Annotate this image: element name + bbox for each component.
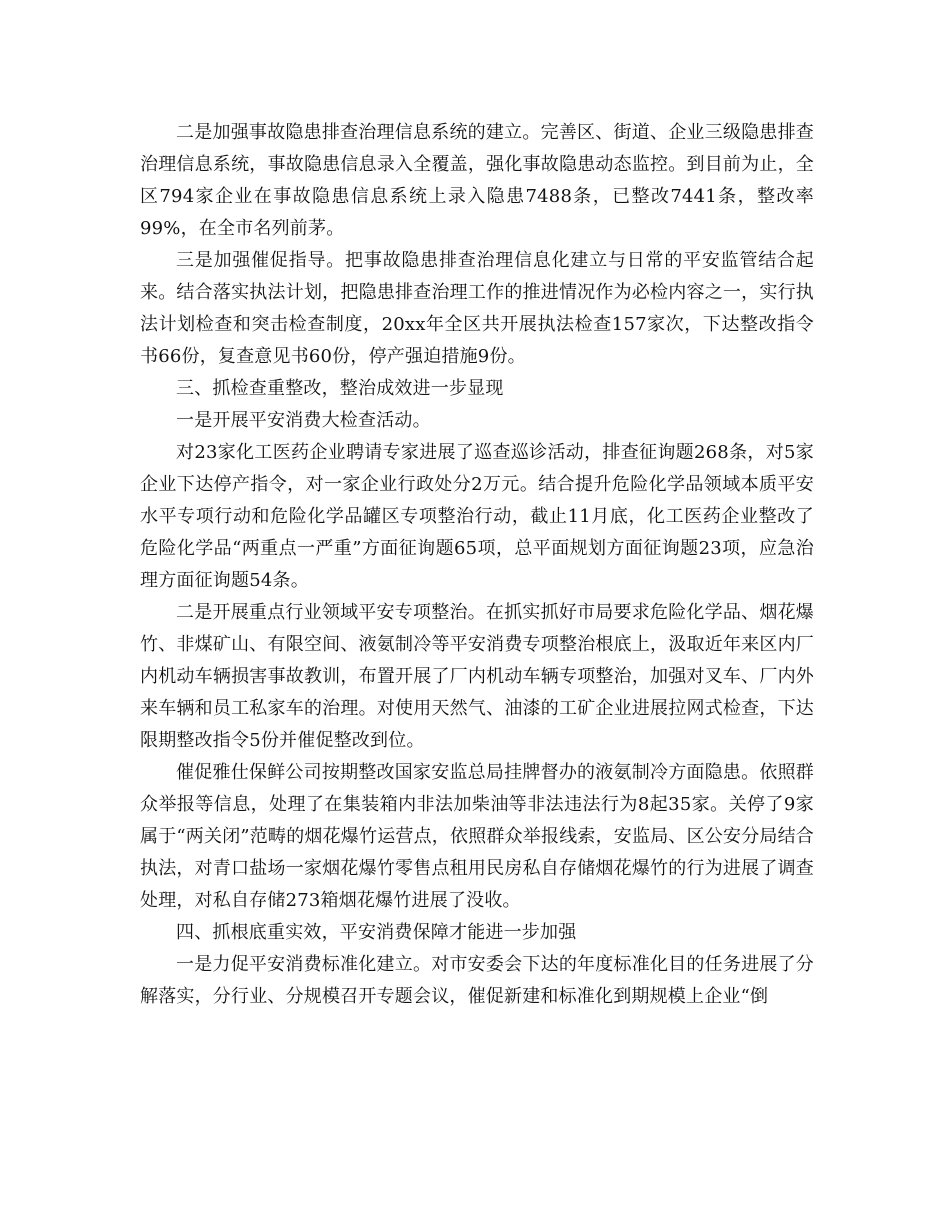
paragraph-5: 对23家化工医药企业聘请专家进展了巡查巡诊活动，排查征询题268条，对5家企业下达停产指令，对一家企业行政处分2万元。结合提升危险化学品领域本质平安水平专项行动和危险化学品罐区专项整治行动，截止11月底，化工医药企业整改了危险化学品“两重点一严重”方面征询题65项，总平面规划方面征询题23项，应急治理方面征询题54条。: [140, 442, 814, 591]
document-page: [140, 117, 814, 1013]
section-heading-4: 四、抓根底重实效，平安消费保障才能进一步加强: [176, 922, 577, 943]
paragraph-9: 一是力促平安消费标准化建立。对市安委会下达的年度标准化目的任务进展了分解落实，分行业、分规模召开专题会议，催促新建和标准化到期规模上企业“倒: [140, 954, 814, 1007]
subheading-inspection: 一是开展平安消费大检查活动。: [176, 410, 431, 431]
paragraph-2: 三是加强催促指导。把事故隐患排查治理信息化建立与日常的平安监管结合起来。结合落实执法计划，把隐患排查治理工作的推进情况作为必检内容之一，实行执法计划检查和突击检查制度，20xx年全区共开展执法检查157家次，下达整改指令书66份，复查意见书60份，停产强迫措施9份。: [140, 250, 814, 367]
section-heading-3: 三、抓检查重整改，整治成效进一步显现: [176, 378, 504, 399]
paragraph-1: 二是加强事故隐患排查治理信息系统的建立。完善区、街道、企业三级隐患排查治理信息系统，事故隐患信息录入全覆盖，强化事故隐患动态监控。到目前为止，全区794家企业在事故隐患信息系统上录入隐患7488条，已整改7441条，整改率99%，在全市名列前茅。: [140, 122, 814, 239]
paragraph-7: 催促雅仕保鲜公司按期整改国家安监总局挂牌督办的液氨制冷方面隐患。依照群众举报等信息，处理了在集装箱内非法加柴油等非法违法行为8起35家。关停了9家属于“两关闭”范畴的烟花爆竹运营点，依照群众举报线索，安监局、区公安分局结合执法，对青口盐场一家烟花爆竹零售点租用民房私自存储烟花爆竹的行为进展了调查处理，对私自存储273箱烟花爆竹进展了没收。: [140, 762, 815, 911]
paragraph-6: 二是开展重点行业领域平安专项整治。在抓实抓好市局要求危险化学品、烟花爆竹、非煤矿山、有限空间、液氨制冷等平安消费专项整治根底上，汲取近年来区内厂内机动车辆损害事故教训，布置开展了厂内机动车辆专项整治，加强对叉车、厂内外来车辆和员工私家车的治理。对使用天然气、油漆的工矿企业进展拉网式检查，下达限期整改指令5份并催促整改到位。: [140, 602, 814, 751]
